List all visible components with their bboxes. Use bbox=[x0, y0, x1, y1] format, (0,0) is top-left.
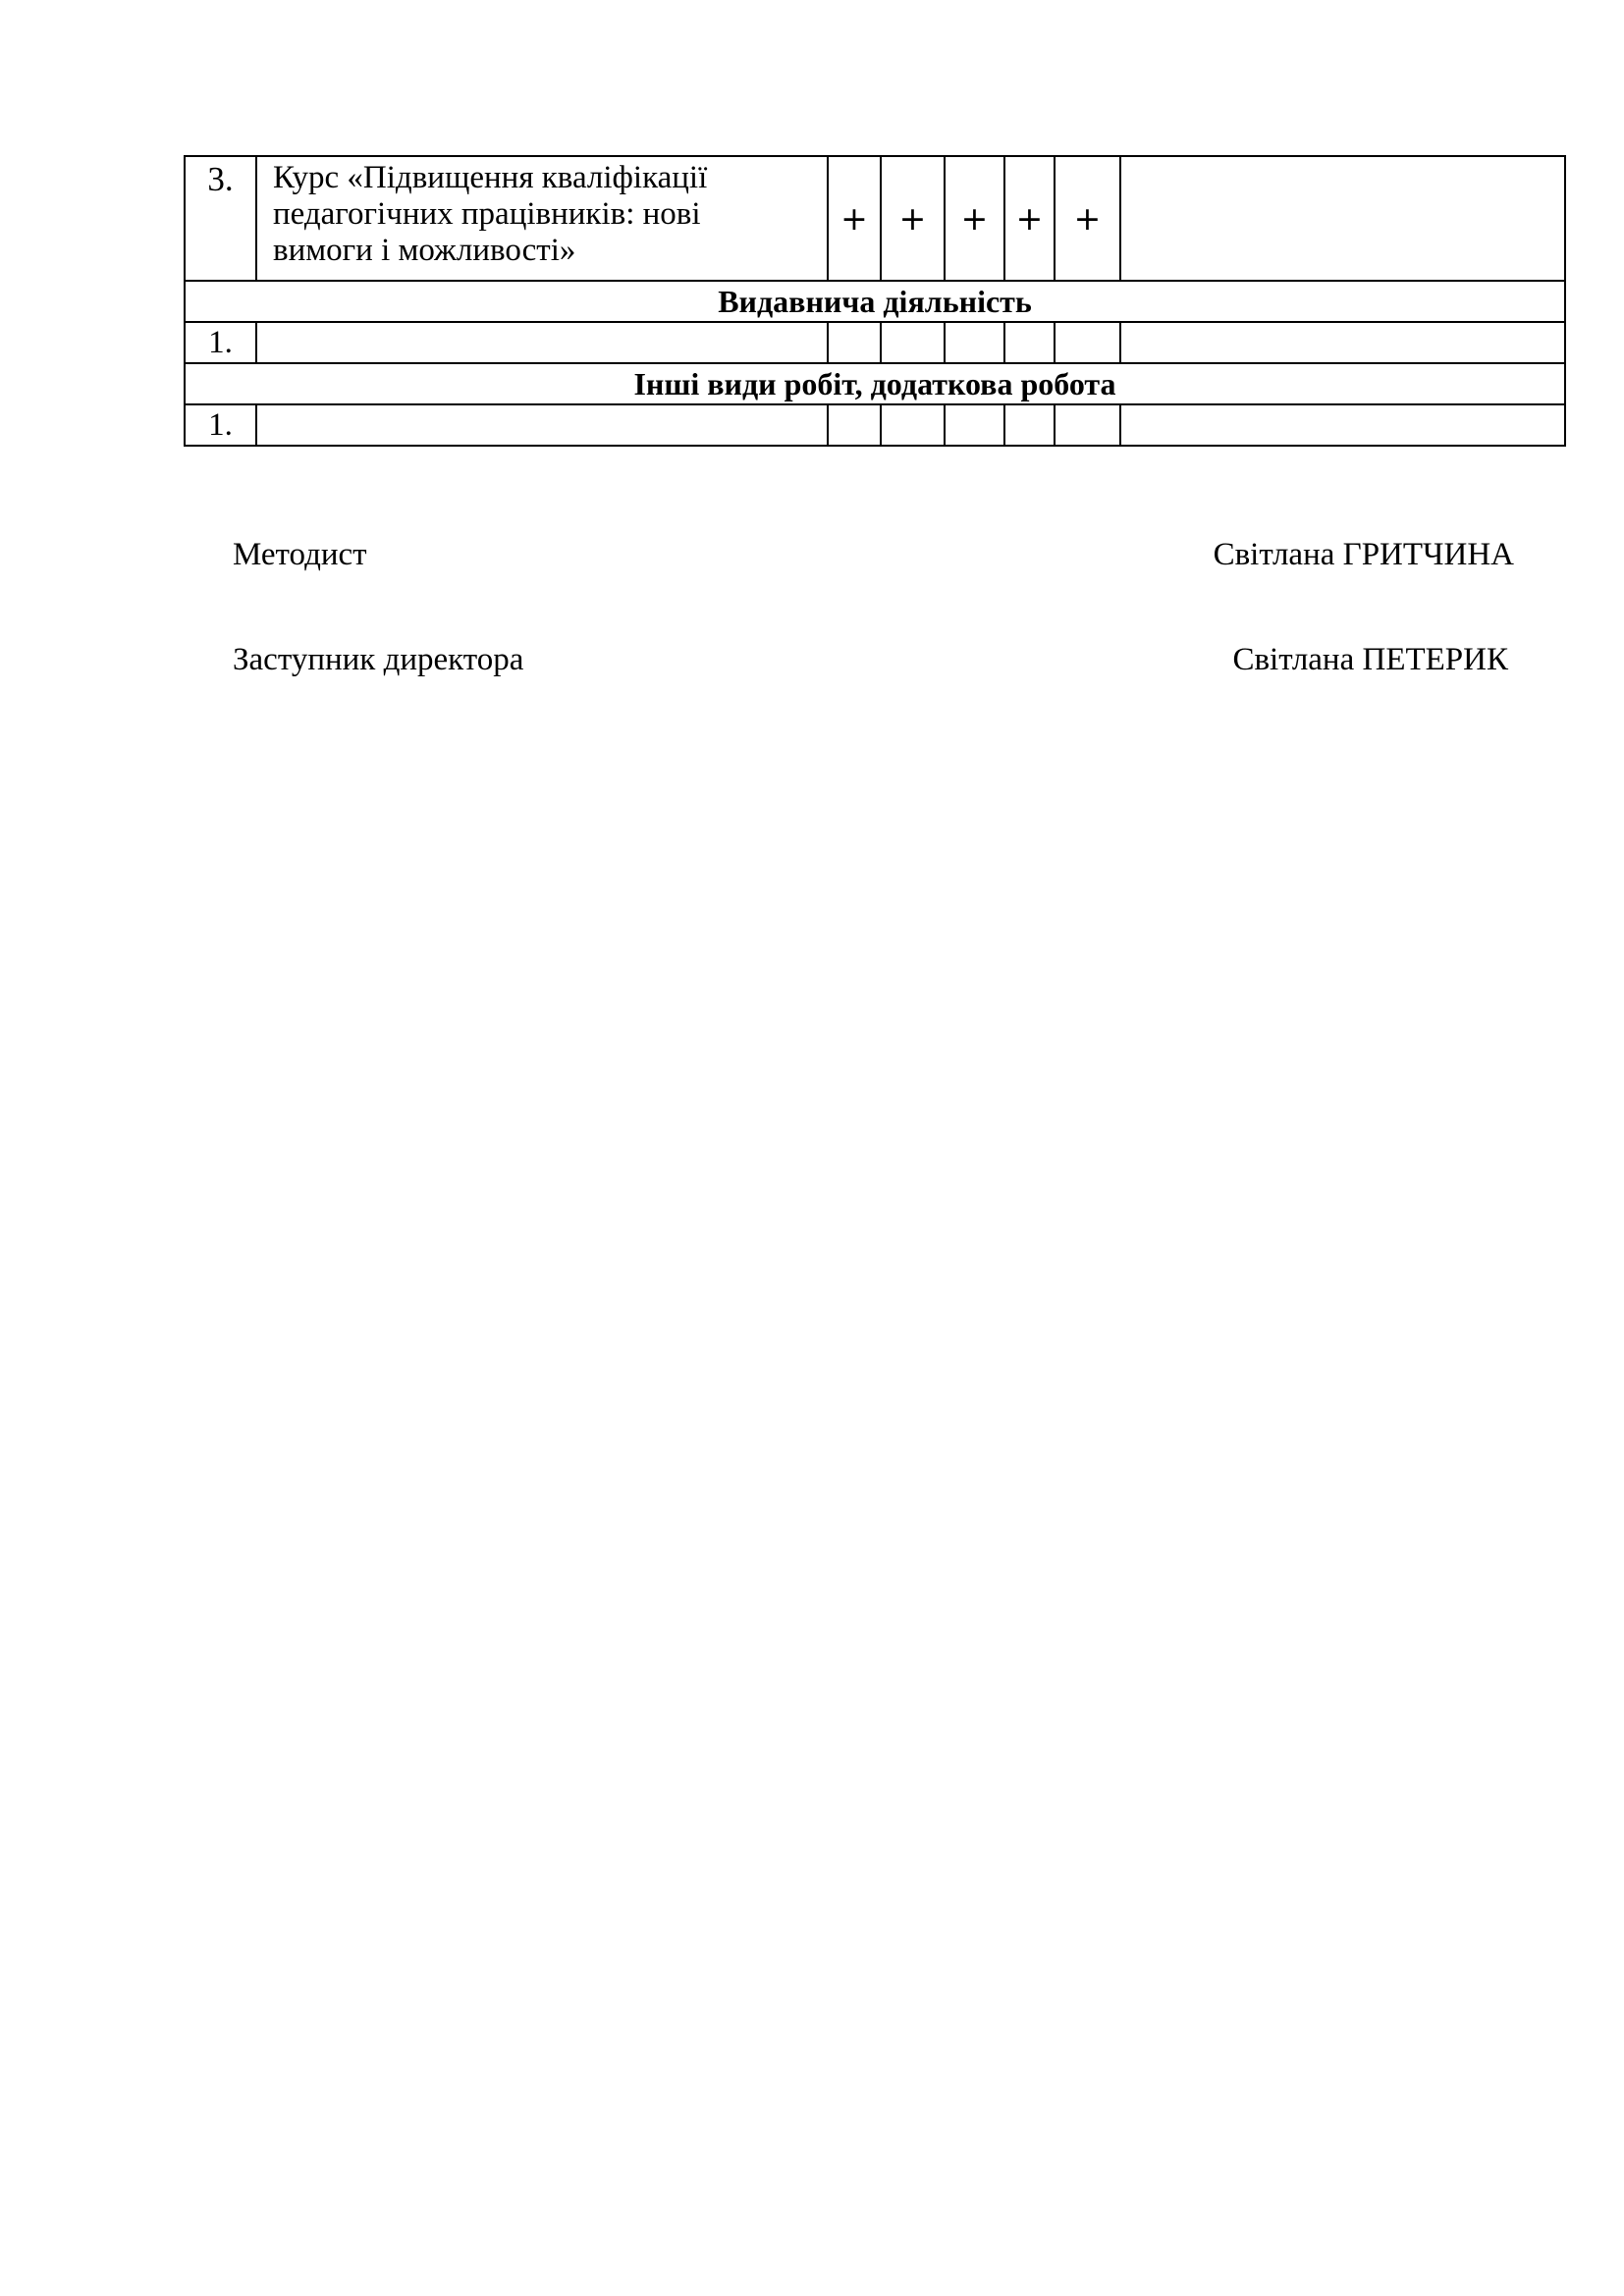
empty-cell bbox=[1055, 404, 1120, 446]
empty-cell bbox=[1004, 404, 1055, 446]
month-mark: + bbox=[1055, 156, 1120, 281]
empty-cell bbox=[945, 322, 1004, 363]
row-number: 3. bbox=[185, 156, 256, 281]
empty-cell bbox=[945, 404, 1004, 446]
note-cell bbox=[1120, 156, 1565, 281]
empty-cell bbox=[1004, 322, 1055, 363]
section-title-other: Інші види робіт, додаткова робота bbox=[185, 363, 1565, 404]
course-name-line: вимоги і можливості» bbox=[273, 233, 576, 268]
section-header-row bbox=[185, 363, 1565, 404]
empty-cell bbox=[256, 404, 828, 446]
table-row bbox=[185, 404, 1565, 446]
plan-table bbox=[184, 155, 1566, 447]
course-name-line: Курс «Підвищення кваліфікації bbox=[273, 160, 708, 195]
empty-cell bbox=[828, 404, 881, 446]
signature-role-deputy-director: Заступник директора bbox=[233, 642, 524, 677]
course-name bbox=[256, 156, 828, 281]
signature-name-deputy-director: Світлана ПЕТЕРИК bbox=[1232, 642, 1508, 677]
empty-cell bbox=[1120, 322, 1565, 363]
signature-role-methodist: Методист bbox=[233, 537, 367, 572]
month-mark: + bbox=[828, 156, 881, 281]
row-number: 1. bbox=[185, 322, 256, 363]
table-row bbox=[185, 322, 1565, 363]
table-row bbox=[185, 156, 1565, 281]
empty-cell bbox=[881, 404, 945, 446]
signature-name-methodist: Світлана ГРИТЧИНА bbox=[1213, 537, 1514, 572]
empty-cell bbox=[828, 322, 881, 363]
course-name-line: педагогічних працівників: нові bbox=[273, 196, 701, 232]
empty-cell bbox=[256, 322, 828, 363]
month-mark: + bbox=[1004, 156, 1055, 281]
month-mark: + bbox=[881, 156, 945, 281]
empty-cell bbox=[1055, 322, 1120, 363]
empty-cell bbox=[1120, 404, 1565, 446]
empty-cell bbox=[881, 322, 945, 363]
row-number: 1. bbox=[185, 404, 256, 446]
section-header-row bbox=[185, 281, 1565, 322]
section-title-publishing: Видавнича діяльність bbox=[185, 281, 1565, 322]
month-mark: + bbox=[945, 156, 1004, 281]
